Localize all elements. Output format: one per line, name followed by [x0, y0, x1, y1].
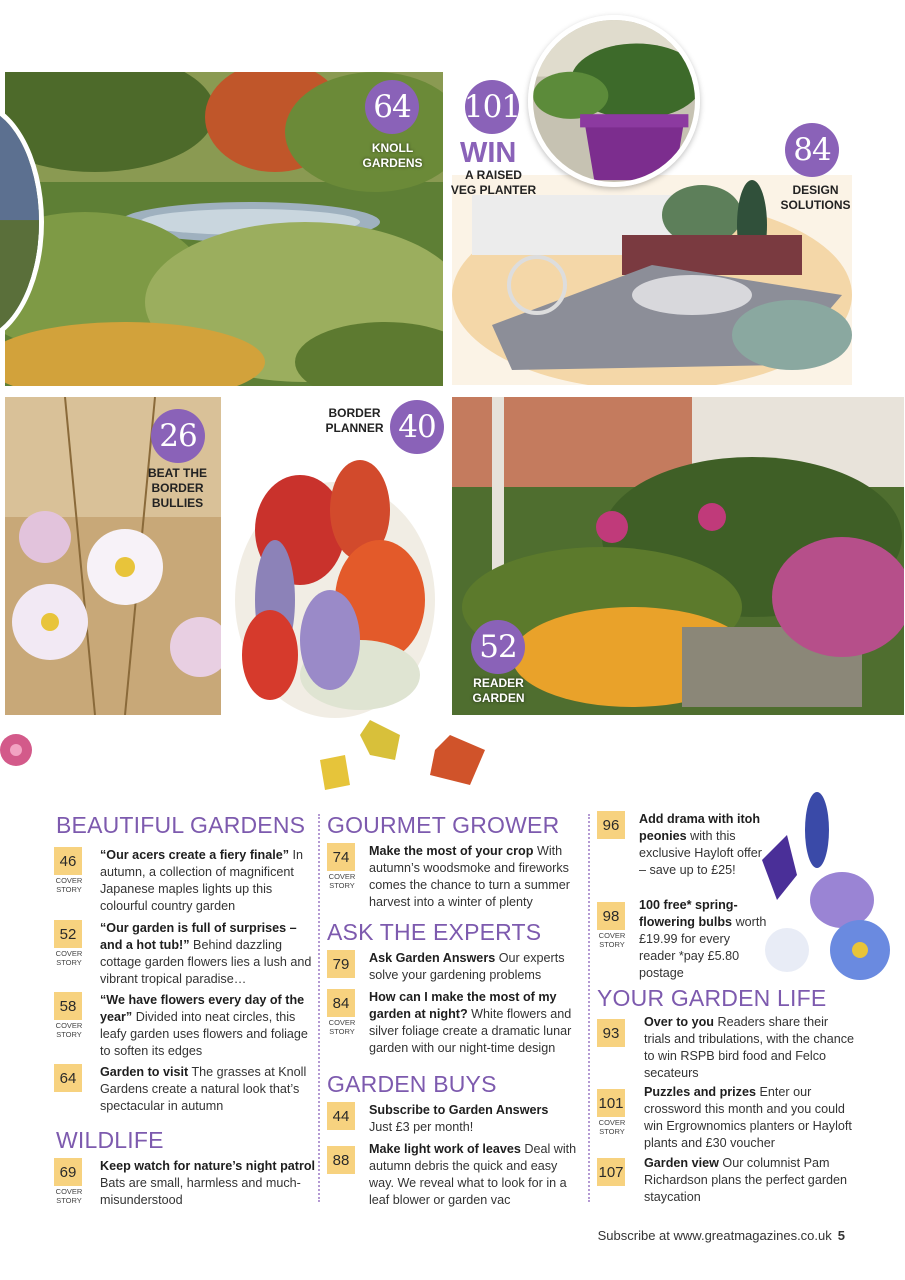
cover-story-label: COVER STORY — [55, 949, 83, 967]
bullies-tag-line-1: BEAT THE — [147, 466, 208, 480]
entry-text — [369, 843, 579, 911]
entry-title: Make the most of your crop — [369, 844, 534, 858]
entry-body: Readers share their trials and tribulations, with the chance to win RSPB bird food and Felco secateurs — [644, 1015, 855, 1080]
entry-body: Bats are small, harmless and much-misunderstood — [100, 1176, 301, 1207]
raised-planter-circle-photo — [528, 15, 700, 187]
bullies-tag-line-3: BULLIES — [151, 496, 204, 510]
win-tag — [446, 168, 541, 198]
entry-body: Enter our crossword this month and you could win Ergrownomics planters or Hayloft plants and £30 voucher — [644, 1085, 852, 1150]
bullies-page-badge[interactable]: 26 — [151, 409, 205, 463]
reader-tag — [451, 676, 546, 706]
page-number: 107 — [597, 1158, 625, 1186]
entry-text — [369, 1102, 579, 1136]
beautiful-gardens-heading: BEAUTIFUL GARDENS — [56, 812, 306, 838]
entry-text — [369, 989, 579, 1057]
page-number: 58 — [54, 992, 82, 1020]
contents-entry[interactable] — [597, 897, 772, 981]
entry-text — [100, 847, 316, 915]
entry-body: With autumn’s woodsmoke and fireworks comes the chance to turn a summer harvest into a winter of plenty — [369, 844, 570, 909]
entry-title: Garden to visit — [100, 1065, 189, 1079]
page-number: 69 — [54, 1158, 82, 1186]
folio-page-number: 5 — [837, 1228, 845, 1243]
page-number: 88 — [327, 1146, 355, 1174]
entry-title: “Our acers create a fiery finale” — [100, 848, 290, 862]
entry-text — [100, 920, 316, 988]
knoll-tag — [345, 141, 440, 171]
page-number: 93 — [597, 1019, 625, 1047]
entry-body: Divided into neat circles, this leafy garden uses flowers and foliage to soften its edges — [100, 1010, 308, 1058]
entry-title: Ask Garden Answers — [369, 951, 496, 965]
entry-text — [100, 992, 316, 1060]
entry-text — [369, 950, 579, 984]
entry-text — [100, 1158, 316, 1209]
page-number: 52 — [54, 920, 82, 948]
win-tag-line-1: A RAISED — [465, 168, 522, 182]
page-number: 46 — [54, 847, 82, 875]
pink-flower-decoration — [0, 728, 38, 778]
page-number: 79 — [327, 950, 355, 978]
reader-tag-line-2: GARDEN — [472, 691, 525, 705]
contents-entry[interactable] — [327, 843, 579, 909]
cover-story-label: COVER STORY — [598, 1118, 626, 1136]
entry-body: with this exclusive Hayloft offer – save up to £25! — [639, 829, 762, 877]
contents-entry[interactable] — [54, 847, 316, 913]
wildlife-heading: WILDLIFE — [56, 1127, 164, 1153]
cover-story-label: COVER STORY — [598, 931, 626, 949]
entry-body: Deal with autumn debris the quick and easy way. We reveal what to look for in a leaf blower or garden vac — [369, 1142, 577, 1207]
reader-garden-photo — [452, 397, 904, 715]
contents-entry[interactable] — [327, 1102, 579, 1136]
contents-entry[interactable] — [54, 1064, 316, 1114]
page-number: 44 — [327, 1102, 355, 1130]
bullies-tag — [130, 466, 225, 511]
entry-title: Add drama with itoh peonies — [639, 812, 761, 843]
entry-title: Keep watch for nature’s night patrol — [100, 1159, 316, 1173]
contents-entry[interactable] — [597, 1014, 857, 1080]
entry-body: Behind dazzling cottage garden flowers lies a lush and vibrant tropical paradise… — [100, 938, 312, 986]
page-number: 74 — [327, 843, 355, 871]
design-page-badge[interactable]: 84 — [785, 123, 839, 177]
entry-title: How can I make the most of my garden at night? — [369, 990, 557, 1021]
entry-title: Subscribe to Garden Answers — [369, 1103, 549, 1117]
entry-title: Make light work of leaves — [369, 1142, 521, 1156]
page-number: 101 — [597, 1089, 625, 1117]
autumn-leaves-decoration — [310, 715, 500, 795]
cover-story-label: COVER STORY — [55, 1021, 83, 1039]
border-planner-illustration — [230, 440, 440, 720]
entry-body: Just £3 per month! — [369, 1120, 474, 1134]
contents-entry[interactable] — [597, 1155, 857, 1205]
design-tag-line-2: SOLUTIONS — [780, 198, 851, 212]
gourmet-grower-heading: GOURMET GROWER — [327, 812, 560, 838]
win-headline: WIN — [460, 137, 517, 169]
win-page-badge[interactable]: 101 — [465, 80, 519, 134]
planner-tag — [312, 406, 397, 436]
entry-text — [639, 811, 769, 879]
contents-entry[interactable] — [54, 1158, 316, 1208]
entry-title: “We have flowers every day of the year” — [100, 993, 305, 1024]
page-footer — [598, 1228, 845, 1243]
entry-title: “Our garden is full of surprises – and a hot tub!” — [100, 921, 297, 952]
entry-title: 100 free* spring-flowering bulbs — [639, 898, 738, 929]
contents-entry[interactable] — [327, 950, 579, 984]
page-number: 84 — [327, 989, 355, 1017]
column-divider — [318, 814, 320, 1202]
planner-tag-line-1: BORDER — [328, 406, 381, 420]
bullies-tag-line-2: BORDER — [151, 481, 204, 495]
cover-story-label: COVER STORY — [328, 872, 356, 890]
entry-text — [644, 1014, 854, 1082]
page-number: 98 — [597, 902, 625, 930]
design-tag-line-1: DESIGN — [792, 183, 839, 197]
entry-body: White flowers and silver foliage create a dramatic lunar garden with our night-time design — [369, 1007, 572, 1055]
reader-tag-line-1: READER — [473, 676, 524, 690]
page-number: 64 — [54, 1064, 82, 1092]
planner-tag-line-2: PLANNER — [325, 421, 384, 435]
entry-title: Garden view — [644, 1156, 719, 1170]
entry-body: Our columnist Pam Richardson plans the perfect garden staycation — [644, 1156, 848, 1204]
entry-body: In autumn, a collection of magnificent Japanese maples lights up this colourful country garden — [100, 848, 304, 913]
entry-text — [100, 1064, 316, 1115]
knoll-page-badge[interactable]: 64 — [365, 80, 419, 134]
cover-story-label: COVER STORY — [55, 1187, 83, 1205]
your-garden-life-heading: YOUR GARDEN LIFE — [597, 985, 827, 1011]
entry-text — [644, 1155, 854, 1206]
column-divider — [588, 814, 590, 1202]
contents-entry[interactable] — [597, 1084, 857, 1150]
entry-body: Our experts solve your gardening problems — [369, 951, 565, 982]
ask-the-experts-heading: ASK THE EXPERTS — [327, 919, 542, 945]
reader-page-badge[interactable]: 52 — [471, 620, 525, 674]
entry-body: worth £19.99 for every reader *pay £5.80 postage — [639, 915, 767, 980]
knoll-tag-line-1: KNOLL — [371, 141, 414, 155]
entry-title: Puzzles and prizes — [644, 1085, 756, 1099]
entry-text — [639, 897, 769, 982]
cover-story-label: COVER STORY — [328, 1018, 356, 1036]
contents-entry[interactable] — [54, 920, 316, 986]
page-number: 96 — [597, 811, 625, 839]
win-tag-line-2: VEG PLANTER — [450, 183, 537, 197]
cover-story-label: COVER STORY — [55, 876, 83, 894]
entry-text — [369, 1141, 579, 1209]
design-tag — [768, 183, 863, 213]
contents-entry[interactable] — [327, 1141, 579, 1207]
subscribe-link[interactable]: Subscribe at www.greatmagazines.co.uk — [597, 1228, 832, 1243]
contents-entry[interactable] — [54, 992, 316, 1058]
contents-entry[interactable] — [597, 811, 772, 895]
garden-buys-heading: GARDEN BUYS — [327, 1071, 497, 1097]
contents-entry[interactable] — [327, 989, 579, 1055]
entry-text — [644, 1084, 854, 1152]
planner-page-badge[interactable]: 40 — [390, 400, 444, 454]
knoll-tag-line-2: GARDENS — [362, 156, 423, 170]
entry-title: Over to you — [644, 1015, 714, 1029]
entry-body: The grasses at Knoll Gardens create a natural look that’s spectacular in autumn — [100, 1065, 307, 1113]
